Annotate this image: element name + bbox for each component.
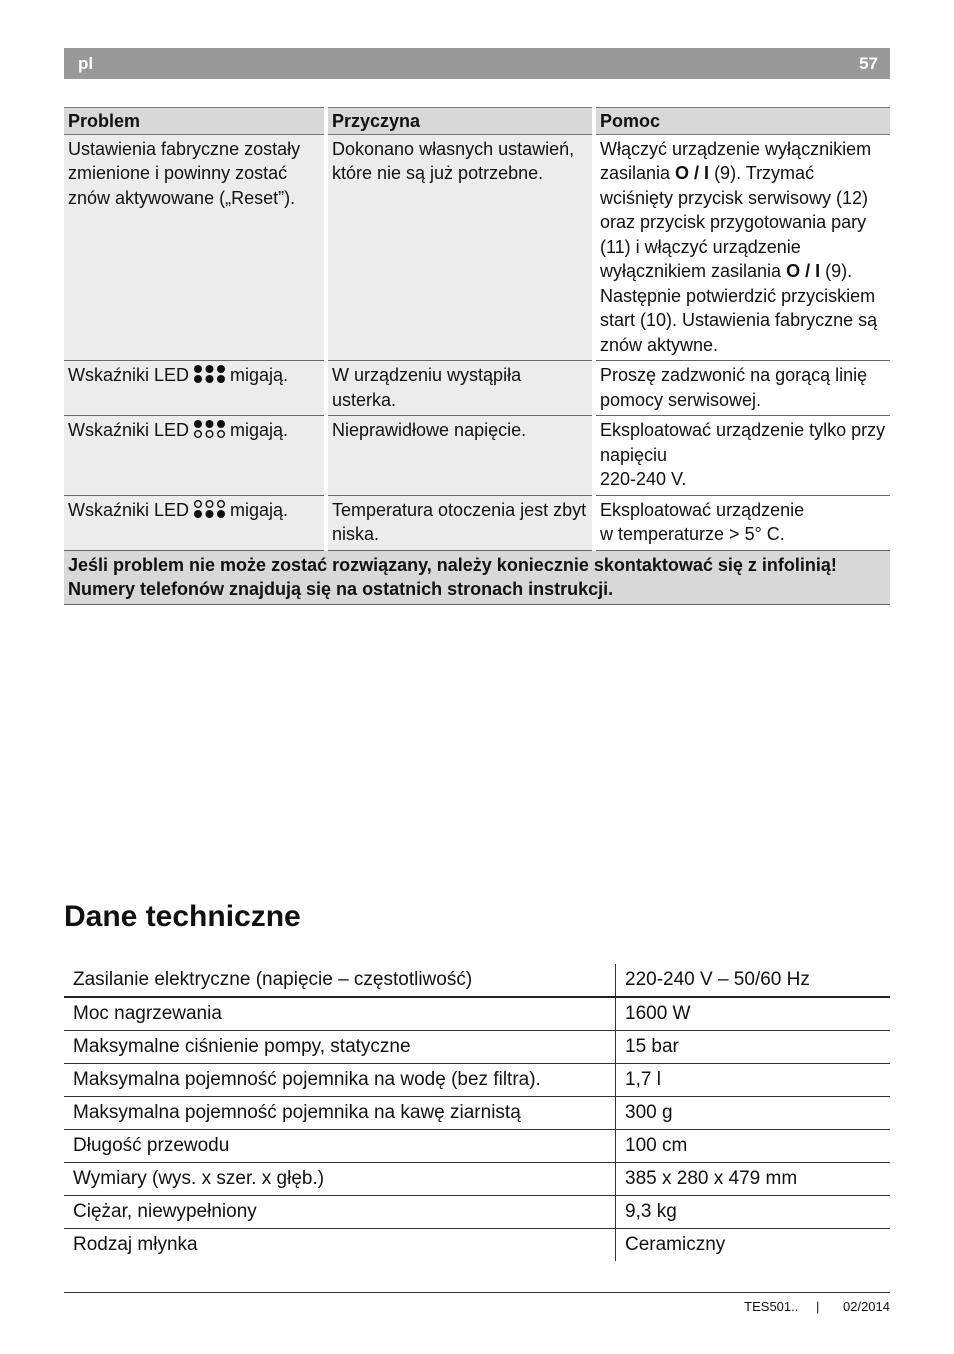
help-text: (9). Trzymać wciśnięty przycisk serwisowy (12) oraz przycisk przygotowania pary (11) i włączyć urządzenie wyłącznikiem zasilania bbox=[600, 163, 869, 281]
spec-label: Maksymalne ciśnienie pompy, statyczne bbox=[73, 1036, 411, 1057]
table-row bbox=[64, 1031, 890, 1064]
page-number: 57 bbox=[859, 54, 878, 73]
spec-value: Ceramiczny bbox=[616, 1229, 891, 1262]
troubleshooting-table bbox=[64, 107, 890, 605]
table-row bbox=[64, 964, 890, 997]
help-text: Eksploatować urządzenie tylko przy napięciu bbox=[600, 420, 886, 465]
footer-separator: | bbox=[815, 1299, 820, 1314]
help-cell bbox=[594, 416, 890, 496]
spec-label: Maksymalna pojemność pojemnika na kawę ziarnistą bbox=[73, 1102, 521, 1123]
led-top-filled-bottom-empty-icon bbox=[193, 419, 226, 439]
spec-value: 385 x 280 x 479 mm bbox=[616, 1163, 891, 1196]
footer bbox=[738, 1299, 890, 1314]
help-cell: Proszę zadzwonić na gorącą linię pomocy serwisowej. bbox=[594, 361, 890, 416]
help-text: 220-240 V. bbox=[600, 469, 687, 489]
spec-label: Wymiary (wys. x szer. x głęb.) bbox=[73, 1168, 325, 1189]
problem-cell bbox=[64, 495, 326, 550]
help-cell bbox=[594, 495, 890, 550]
help-text: Eksploatować urządzenie bbox=[600, 499, 805, 520]
spec-value: 15 bar bbox=[616, 1031, 891, 1064]
problem-text: Wskaźniki LED bbox=[68, 420, 190, 440]
help-text: (9). Następnie potwierdzić przyciskiem start (10). Ustawienia fabryczne są znów aktywne. bbox=[600, 261, 878, 355]
spec-label: Zasilanie elektryczne (napięcie – częstotliwość) bbox=[73, 969, 473, 990]
cause-cell: W urządzeniu wystąpiła usterka. bbox=[326, 361, 594, 416]
help-text: w temperaturze > 5° C. bbox=[600, 524, 785, 544]
final-note-row bbox=[64, 550, 890, 604]
cause-cell: Temperatura otoczenia jest zbyt niska. bbox=[326, 495, 594, 550]
spec-value: 300 g bbox=[616, 1097, 891, 1130]
cause-cell: Dokonano własnych ustawień, które nie są już potrzebne. bbox=[326, 134, 594, 361]
problem-text: migają. bbox=[230, 499, 289, 520]
problem-cell bbox=[64, 416, 326, 496]
table-row bbox=[64, 1196, 890, 1229]
language-code: pl bbox=[78, 54, 94, 73]
spec-value: 1,7 l bbox=[616, 1064, 891, 1097]
table-row bbox=[64, 416, 890, 496]
spec-value: 9,3 kg bbox=[616, 1196, 891, 1229]
problem-text: migają. bbox=[230, 365, 289, 385]
footer-date: 02/2014 bbox=[843, 1299, 890, 1314]
table-row bbox=[64, 134, 890, 361]
table-row bbox=[64, 1130, 890, 1163]
table-row bbox=[64, 361, 890, 416]
table-row bbox=[64, 1064, 890, 1097]
table-row bbox=[64, 1229, 890, 1262]
power-switch-symbol: O / I bbox=[786, 261, 821, 281]
spec-label: Moc nagrzewania bbox=[73, 1003, 222, 1024]
tech-specs-table bbox=[64, 964, 890, 1261]
power-switch-symbol: O / I bbox=[675, 163, 710, 183]
led-top-empty-bottom-filled-icon bbox=[193, 499, 226, 519]
problem-cell: Ustawienia fabryczne zostały zmienione i powinny zostać znów aktywowane („Reset”). bbox=[64, 134, 326, 361]
problem-text: Wskaźniki LED bbox=[68, 499, 190, 520]
problem-cell bbox=[64, 361, 326, 416]
table-row bbox=[64, 1097, 890, 1130]
table-row bbox=[64, 495, 890, 550]
problem-text: migają. bbox=[230, 420, 289, 440]
spec-value: 100 cm bbox=[616, 1130, 891, 1163]
header-problem: Problem bbox=[68, 111, 141, 131]
footer-model: TES501.. bbox=[744, 1299, 799, 1314]
table-row bbox=[64, 997, 890, 1031]
spec-label: Rodzaj młynka bbox=[73, 1234, 198, 1255]
header-cause: Przyczyna bbox=[326, 108, 594, 135]
help-cell bbox=[594, 134, 890, 361]
table-row bbox=[64, 1163, 890, 1196]
final-note: Jeśli problem nie może zostać rozwiązany, należy koniecznie skontaktować się z infolinią! Numery telefonów znajdują się na ostatnich stronach instrukcji. bbox=[64, 550, 890, 604]
spec-value: 1600 W bbox=[616, 997, 891, 1031]
problem-text: Wskaźniki LED bbox=[68, 365, 190, 385]
cause-cell: Nieprawidłowe napięcie. bbox=[326, 416, 594, 496]
footer-divider bbox=[64, 1292, 890, 1293]
spec-label: Długość przewodu bbox=[73, 1135, 230, 1156]
led-all-filled-icon bbox=[193, 364, 226, 384]
spec-label: Maksymalna pojemność pojemnika na wodę (bez filtra). bbox=[73, 1069, 541, 1090]
header-help: Pomoc bbox=[594, 108, 890, 135]
table-header-row bbox=[64, 108, 890, 135]
spec-value: 220-240 V – 50/60 Hz bbox=[616, 964, 891, 997]
spec-label: Ciężar, niewypełniony bbox=[73, 1201, 257, 1222]
help-text: Włączyć urządzenie wyłącznikiem zasilania bbox=[600, 138, 872, 183]
section-title: Dane techniczne bbox=[64, 900, 301, 933]
page-header bbox=[64, 48, 890, 79]
